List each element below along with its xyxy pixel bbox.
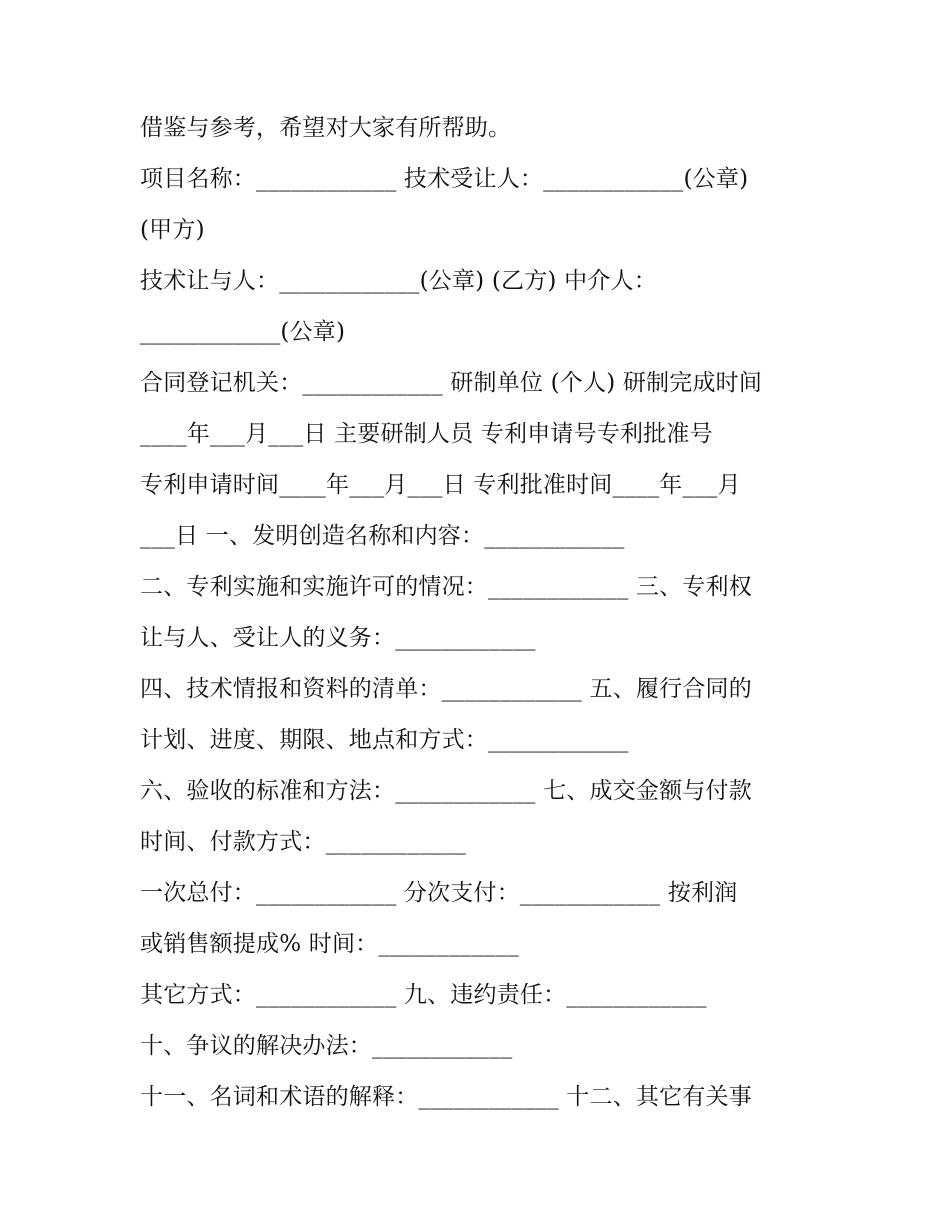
text-line: 借鉴与参考，希望对大家有所帮助。	[140, 115, 512, 141]
text-line: (甲方)	[140, 217, 205, 243]
text-line: 项目名称：____________ 技术受让人：____________(公章)	[140, 166, 749, 192]
text-line: 时间、付款方式：____________	[140, 829, 466, 855]
text-line: 十一、名词和术语的解释：____________ 十二、其它有关事	[140, 1084, 752, 1110]
text-line: 四、技术情报和资料的清单：____________ 五、履行合同的	[140, 676, 752, 702]
text-line: ____年___月___日 主要研制人员 专利申请号专利批准号	[140, 421, 713, 447]
text-line: 一次总付：____________ 分次支付：____________ 按利润	[140, 880, 738, 906]
text-line: 其它方式：____________ 九、违约责任：____________	[140, 982, 707, 1008]
text-line: 十、争议的解决办法：____________	[140, 1033, 513, 1059]
text-line: 二、专利实施和实施许可的情况：____________ 三、专利权	[140, 574, 752, 600]
text-line: 专利申请时间____年___月___日 专利批准时间____年___月	[140, 472, 741, 498]
text-line: 技术让与人：____________(公章) (乙方) 中介人：	[140, 268, 657, 294]
text-line: 或销售额提成% 时间：____________	[140, 931, 519, 957]
text-line: 六、验收的标准和方法：____________ 七、成交金额与付款	[140, 778, 752, 804]
text-line: ___日 一、发明创造名称和内容：____________	[140, 523, 625, 549]
text-line: 让与人、受让人的义务：____________	[140, 625, 536, 651]
text-line: ____________(公章)	[140, 319, 346, 345]
text-line: 计划、进度、期限、地点和方式：____________	[140, 727, 629, 753]
text-line: 合同登记机关：____________ 研制单位 (个人) 研制完成时间	[140, 370, 763, 396]
